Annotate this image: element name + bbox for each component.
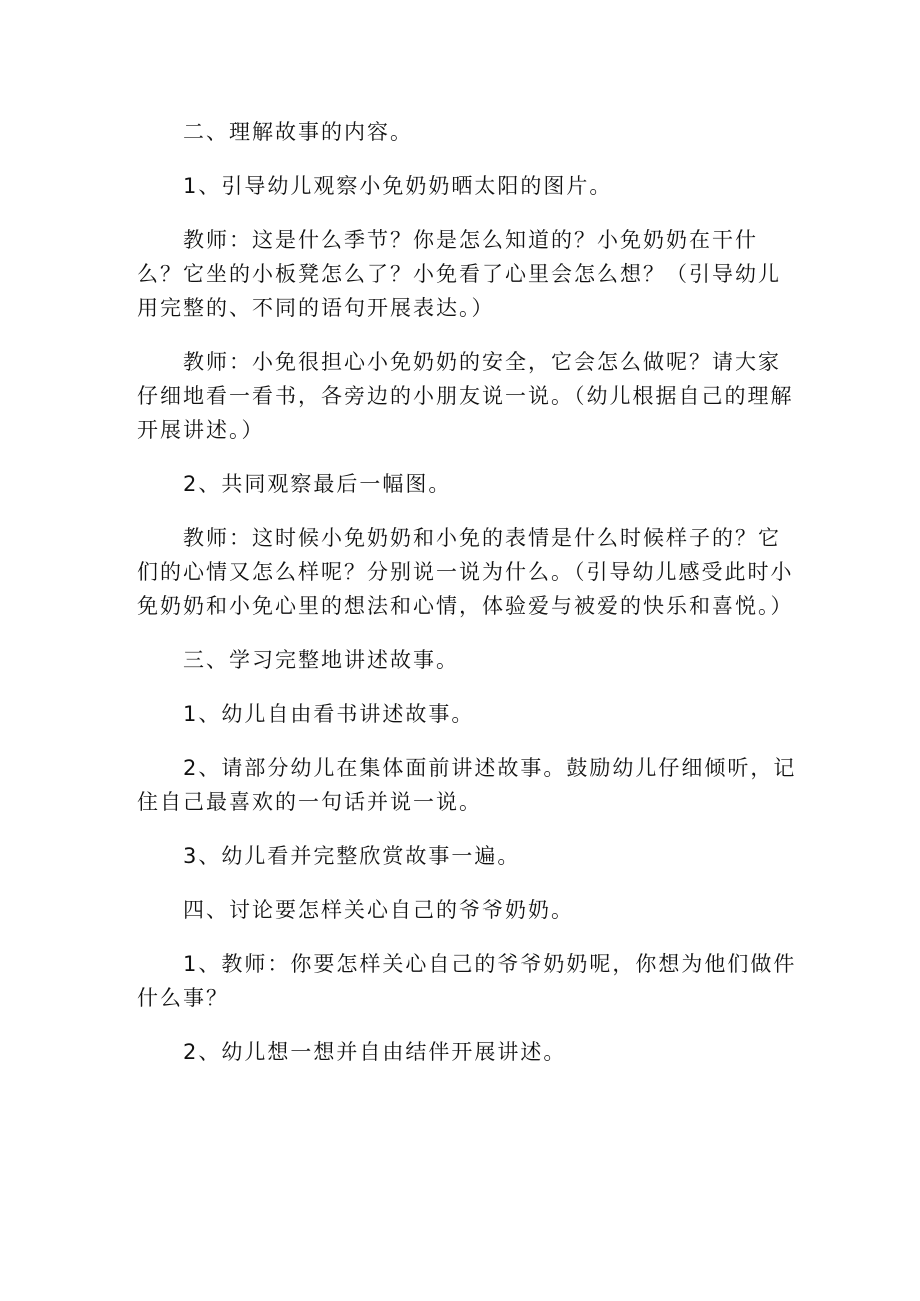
- step-paragraph: 1、教师：你要怎样关心自己的爷爷奶奶呢，你想为他们做件什么事？: [137, 952, 797, 1010]
- step-paragraph: 2、共同观察最后一幅图。: [183, 472, 452, 496]
- section-heading-4: 四、讨论要怎样关心自己的爷爷奶奶。: [183, 898, 574, 922]
- section-heading-3: 三、学习完整地讲述故事。: [183, 648, 459, 672]
- section-heading-2: 二、理解故事的内容。: [183, 120, 413, 144]
- step-paragraph: 2、幼儿想一想并自由结伴开展讲述。: [183, 1040, 567, 1064]
- teacher-paragraph: 教师：这时候小免奶奶和小免的表情是什么时候样子的？它们的心情又怎么样呢？分别说一说为什么。（引导幼儿感受此时小免奶奶和小免心里的想法和心情，体验爱与被爱的快乐和喜悦。）: [137, 526, 794, 618]
- document-body: [137, 115, 797, 1089]
- step-paragraph: 1、引导幼儿观察小免奶奶晒太阳的图片。: [183, 174, 613, 198]
- teacher-paragraph: 教师：小免很担心小免奶奶的安全，它会怎么做呢？请大家仔细地看一看书，各旁边的小朋友说一说。（幼儿根据自己的理解开展讲述。）: [137, 350, 794, 442]
- step-paragraph: 2、请部分幼儿在集体面前讲述故事。鼓励幼儿仔细倾听，记住自己最喜欢的一句话并说一说。: [137, 756, 797, 814]
- teacher-paragraph: 教师：这是什么季节？你是怎么知道的？小免奶奶在干什么？它坐的小板凳怎么了？小免看了心里会怎么想？（引导幼儿用完整的、不同的语句开展表达。）: [137, 228, 781, 320]
- step-paragraph: 1、幼儿自由看书讲述故事。: [183, 702, 475, 726]
- step-paragraph: 3、幼儿看并完整欣赏故事一遍。: [183, 844, 521, 868]
